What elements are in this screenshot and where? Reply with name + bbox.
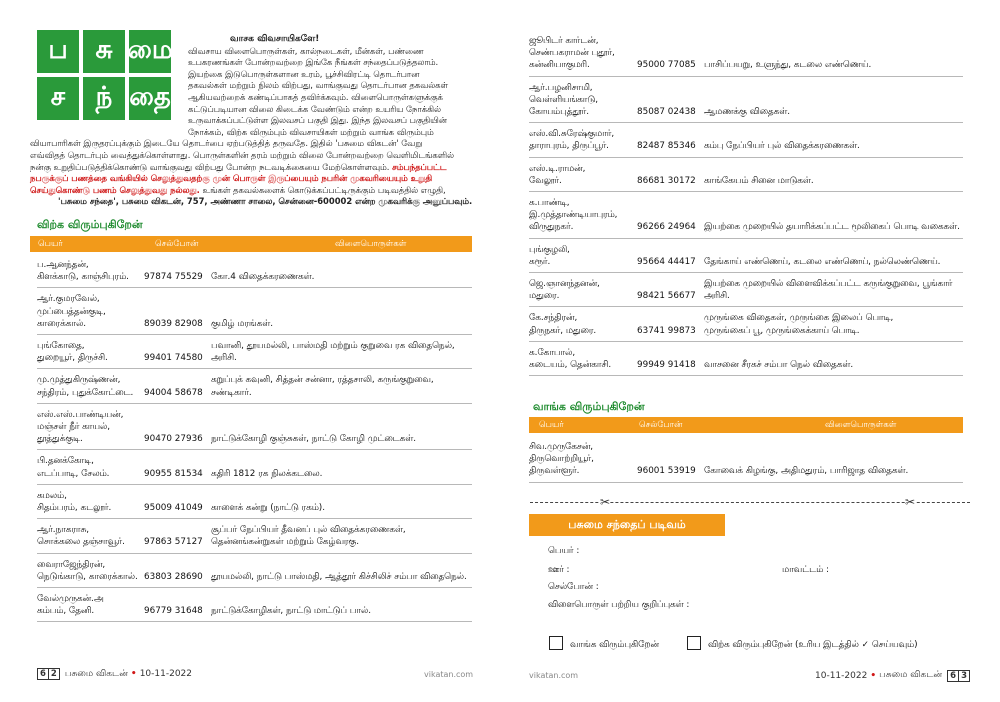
row-phone: 89039 82908	[144, 318, 203, 329]
form-district-field[interactable]: மாவட்டம் :	[782, 565, 829, 575]
table-row	[37, 335, 472, 369]
row-phone: 96001 53919	[637, 466, 696, 477]
table-row	[529, 239, 963, 273]
row-products: கறுப்புக் கவுனி, சித்தன் சன்னா, ரத்தசாலி, கருங்குறுவை, சண்டிகார்.	[211, 375, 434, 398]
row-name: மு.முத்துகிருஷ்ணன், சந்திரம், புதுக்கோட்டை.	[37, 375, 134, 398]
row-products: பவானி, தூயமல்லி, பாஸ்மதி மற்றும் குறுவை ரக விதைநெல், அரிசி.	[211, 340, 455, 364]
buy-section-title: வாங்க விரும்புகிறேன்	[533, 400, 645, 413]
page-number: 6 2	[37, 668, 60, 680]
table-row	[529, 273, 963, 307]
table-row	[37, 450, 472, 484]
continued-sell-rows	[529, 30, 963, 376]
row-phone: 97863 57127	[144, 537, 203, 548]
row-name: கே.சந்திரன், திருநகர், மதுரை.	[529, 313, 597, 336]
row-products: நாட்டுக்கோழிகள், நாட்டு மாட்டுப் பால்.	[211, 606, 372, 617]
table-row	[37, 288, 472, 335]
logo-letter: ச	[37, 77, 79, 120]
form-name-field[interactable]: பெயர் :	[548, 546, 580, 556]
intro-line: உருவாக்கப்பட்டுள்ள இலவசப் பகுதி இது. இந்த இலவசப் பகுதியின்	[188, 115, 447, 126]
sell-table-header	[30, 236, 472, 252]
row-phone: 95009 41049	[144, 502, 203, 513]
buy-rows	[529, 436, 963, 483]
table-row	[529, 30, 963, 77]
row-phone: 90955 81534	[144, 468, 203, 479]
row-name: புங்குழலி, கரூர்.	[529, 244, 570, 267]
sell-option-label: விற்க விரும்புகிறேன் (உரிய இடத்தில் ✓ செய்யவும்)	[708, 640, 918, 650]
table-row	[529, 307, 963, 341]
header-products: விளைபொருள்கள்	[335, 238, 407, 249]
header-phone: செல்போன்	[639, 419, 683, 430]
buy-option-label: வாங்க விரும்புகிறேன்	[570, 640, 659, 650]
row-phone: 99949 91418	[637, 359, 696, 370]
cut-line	[530, 502, 970, 503]
form-title: பசுமை சந்தைப் படிவம்	[529, 514, 725, 536]
row-phone: 98421 56677	[637, 291, 696, 302]
row-products: கதிரி 1812 ரக நிலக்கடலை.	[211, 468, 323, 479]
site-name: vikatan.com	[424, 669, 474, 679]
magazine-name: பசுமை விகடன்	[879, 670, 943, 680]
scissors-icon: ✂	[600, 495, 611, 509]
buy-checkbox[interactable]	[549, 636, 563, 650]
left-footer: 6 2 பசுமை விகடன் • 10-11-2022 vikatan.com	[37, 668, 192, 680]
row-products: நாட்டுக்கோழி குஞ்சுகள், நாட்டு கோழி முட்டைகள்.	[211, 434, 417, 445]
intro-text	[30, 34, 480, 208]
magazine-name: பசுமை விகடன்	[64, 668, 128, 679]
row-products: வாசனை சீரகச் சம்பா நெல் விதைகள்.	[704, 359, 854, 370]
row-products: இயற்கை முறையில் தயாரிக்கப்பட்ட மூலிகைப் பொடி வகைகள்.	[704, 222, 960, 233]
table-row	[529, 77, 963, 124]
table-row	[37, 485, 472, 519]
buy-table-header	[529, 417, 963, 433]
row-name: ஜூபிடர் கார்டன், செண்பகராமன் புதூர், கன்னியாகுமரி.	[529, 35, 615, 71]
intro-line: உபகரணங்கள் போன்றவற்றை இங்கே நீங்கள் சந்தைப்படுத்தலாம்.	[188, 57, 439, 68]
row-products: ஆமணக்கு விதைகள்.	[704, 106, 791, 117]
row-products: குமிழ் மரங்கள்.	[211, 318, 273, 329]
logo-letter: ப	[37, 30, 79, 73]
table-row	[529, 192, 963, 239]
intro-line: இயற்கை இடுபொருள்களான உரம், பூச்சிவிரட்டி தொடர்பான	[188, 68, 420, 79]
intro-line: எவ்விதத் தொடர்பும் வைத்துக்கொள்ளாது. பொருள்களின் தரம் மற்றும் விலை போன்றவற்றை வெளிமிடங்களில்	[30, 149, 454, 160]
row-phone: 95664 44417	[637, 256, 696, 267]
table-row	[37, 404, 472, 451]
table-row	[37, 554, 472, 588]
intro-line: நன்கு உறுதிப்படுத்திக்கொண்டு வாங்குவது விற்பது போன்ற நடவடிக்கையை மேற்கொள்ளவும். சம்பந்தப்பட்ட	[30, 161, 447, 172]
row-name: எஸ்.வி.சுரேஷ்குமார், தாராபுரம், திருப்பூர்.	[529, 129, 615, 152]
row-name: கமலம், சிதம்பரம், கடலூர்.	[37, 490, 112, 513]
intro-red-lines: நபருக்குப் பணத்தை வங்கியில் செலுத்துவதற்கு முன் பொருள் இருப்பையும் நபரின் முகவரியையும் உறுதி செய்துகொண்டு பணம் செலுத்துவது நல்லது. உங்கள் தகவல்களைக் கொடுக்கப்பட்டிருக்கும் படிவத்தில் எழுதி,	[30, 173, 446, 195]
row-name: ஆர்.பழனிசாமி, வெள்ளியங்காடு, கோயம்புத்தூர்.	[529, 82, 599, 117]
table-row	[37, 369, 472, 403]
row-phone: 85087 02438	[637, 106, 696, 117]
table-row	[529, 123, 963, 157]
table-row	[529, 342, 963, 376]
row-name: எஸ்.டி.ராமன், வேலூர்.	[529, 163, 586, 186]
header-products: விளைபொருள்கள்	[825, 419, 897, 430]
table-row	[529, 436, 963, 483]
form-village-field[interactable]: ஊர் :	[548, 565, 570, 575]
issue-date: 10-11-2022	[815, 670, 868, 681]
row-name: எஸ்.எஸ்.பாண்டியன், மஞ்சள் நீர் காயல், தூத்துக்குடி.	[37, 409, 124, 445]
row-name: ஆர்.குமரவேல், முப்பைத்தன்குடி, காரைக்கால்.	[37, 294, 106, 329]
intro-line: ஆகியவற்றைக் கண்டிப்பாகத் தவிர்க்கவும். விளைபொருள்களுக்குக்	[188, 91, 443, 102]
intro-line: கட்டுப்படியான விலை கிடைக்க வேண்டும் என்ற உயரிய நோக்கில்	[188, 103, 441, 114]
scissors-icon: ✂	[905, 495, 916, 509]
row-phone: 95000 77085	[637, 60, 696, 71]
row-phone: 94004 58678	[144, 387, 203, 398]
intro-line: தகவல்கள் மற்றும் நிலம் விற்பது, வாங்குவது தொடர்பான தகவல்கள்	[188, 80, 449, 91]
row-name: புங்கோதை, துறையூர், திருச்சி.	[37, 340, 108, 364]
row-phone: 96779 31648	[144, 606, 203, 617]
row-products: தேங்காய் எண்ணெய், கடலை எண்ணெய், நல்லெண்ணெய்.	[704, 256, 941, 267]
sell-section-title: விற்க விரும்புகிறேன்	[37, 218, 143, 231]
row-phone: 63741 99873	[637, 325, 696, 336]
header-name: பெயர்	[38, 238, 63, 249]
row-products: காளைக் கன்று (நாட்டு ரகம்).	[211, 502, 326, 513]
row-products: முருங்கை விதைகள், முருங்கை இலைப் பொடி, முருங்கைப் பூ, முருங்கைக்காய் பொடி.	[704, 313, 894, 336]
intro-address: 'பசுமை சந்தை', பசுமை விகடன், 757, அண்ணா சாலை, சென்னை-600002 என்ற முகவரிக்கு அனுப்பவும்.	[58, 196, 473, 207]
right-footer: vikatan.com 10-11-2022 • பசுமை விகடன் 6 3	[529, 671, 963, 680]
row-name: க.கோபால், கடையம், தென்காசி.	[529, 347, 612, 370]
row-products: தூயமல்லி, நாட்டு பாஸ்மதி, ஆத்தூர் கிச்சிலிச் சம்பா விதைநெல்.	[211, 571, 467, 582]
row-products: கம்பு நேப்பியர் புல் விதைக்கரணைகள்.	[704, 141, 860, 152]
row-products: கோ.4 விதைக்கரணைகள்.	[211, 272, 315, 283]
page-number: 6 3	[947, 670, 970, 682]
row-name: க.பாண்டி, இ.முத்தாண்டியாபுரம், விருதுநகர்.	[529, 197, 618, 233]
form-product-field[interactable]: விளைபொருள் பற்றிய குறிப்புகள் :	[548, 600, 690, 610]
site-name: vikatan.com	[529, 671, 579, 680]
row-name: சிவ.முருகேசன், திருவொற்றியூர், திருவள்ளூர்.	[529, 441, 594, 477]
table-row	[37, 519, 472, 553]
header-phone: செல்போன்	[155, 238, 199, 249]
header-name: பெயர்	[539, 419, 564, 430]
sell-checkbox[interactable]	[687, 636, 701, 650]
row-name: ப.ஆனந்தன், கிளக்காடு, காஞ்சிபுரம்.	[37, 259, 129, 283]
form-phone-field[interactable]: செல்போன் :	[548, 582, 599, 592]
issue-date: 10-11-2022	[139, 669, 192, 679]
logo-letter: சு	[83, 30, 125, 73]
sell-rows	[37, 254, 472, 622]
row-phone: 86681 30172	[637, 175, 696, 186]
row-products: கோவைக் கிழங்கு, அதிமதுரம், பாரிஜாத விதைகள்.	[704, 466, 909, 477]
row-phone: 82487 85346	[637, 141, 696, 152]
logo-letter: தை	[129, 77, 171, 120]
row-name: ஜெ.ஞானந்தனன், மதுரை.	[529, 278, 600, 302]
logo-letter: மை	[129, 30, 171, 73]
row-products: காங்கேயம் சினை மாடுகள்.	[704, 175, 814, 186]
intro-line: விவசாய விளைபொருள்கள், கால்நடைகள், மீன்கள், பண்ணை	[188, 45, 424, 56]
row-products: சூப்பர் நேப்பியர் தீவனப் புல் விதைக்கரணைகள், தென்னங்கன்றுகள் மற்றும் கேழ்வரகு.	[211, 525, 406, 548]
intro-line: வியாபாரிகள் இருதரப்புக்கும் இடையே தொடர்பை ஏற்படுத்தித் தருவதே. இதில் 'பசுமை விகடன்' வேறு	[30, 138, 423, 149]
table-row	[529, 158, 963, 192]
row-products: இயற்கை முறையில் விளைவிக்கப்பட்ட கருங்குறுவை, பூங்கார் அரிசி.	[704, 278, 953, 302]
intro-line: நோக்கம், விற்க விரும்பும் விவசாயிகள் மற்றும் வாங்க விரும்பும்	[188, 126, 434, 137]
table-row	[37, 254, 472, 288]
row-name: ஆர்.நாகராசு, சொக்கலை தஞ்சாவூர்.	[37, 525, 125, 548]
row-phone: 99401 74580	[144, 353, 203, 364]
table-row	[37, 588, 472, 622]
row-name: வைராஜேந்திரன், நெடுங்காடு, காரைக்கால்.	[37, 559, 138, 582]
row-name: பி.தனக்கோடி, எடப்பாடி, சேலம்.	[37, 456, 110, 479]
row-products: பாசிப்பயறு, உளுந்து, கடலை எண்ணெய்.	[704, 60, 872, 71]
row-phone: 90470 27936	[144, 434, 203, 445]
logo-letter: ந்	[83, 77, 125, 120]
row-name: வேல்முருகன்.அ கம்பம், தேனி.	[37, 593, 104, 617]
intro-greeting: வாசக விவசாயிகளே!	[230, 34, 320, 44]
row-phone: 63803 28690	[144, 571, 203, 582]
row-phone: 97874 75529	[144, 272, 203, 283]
row-phone: 96266 24964	[637, 222, 696, 233]
